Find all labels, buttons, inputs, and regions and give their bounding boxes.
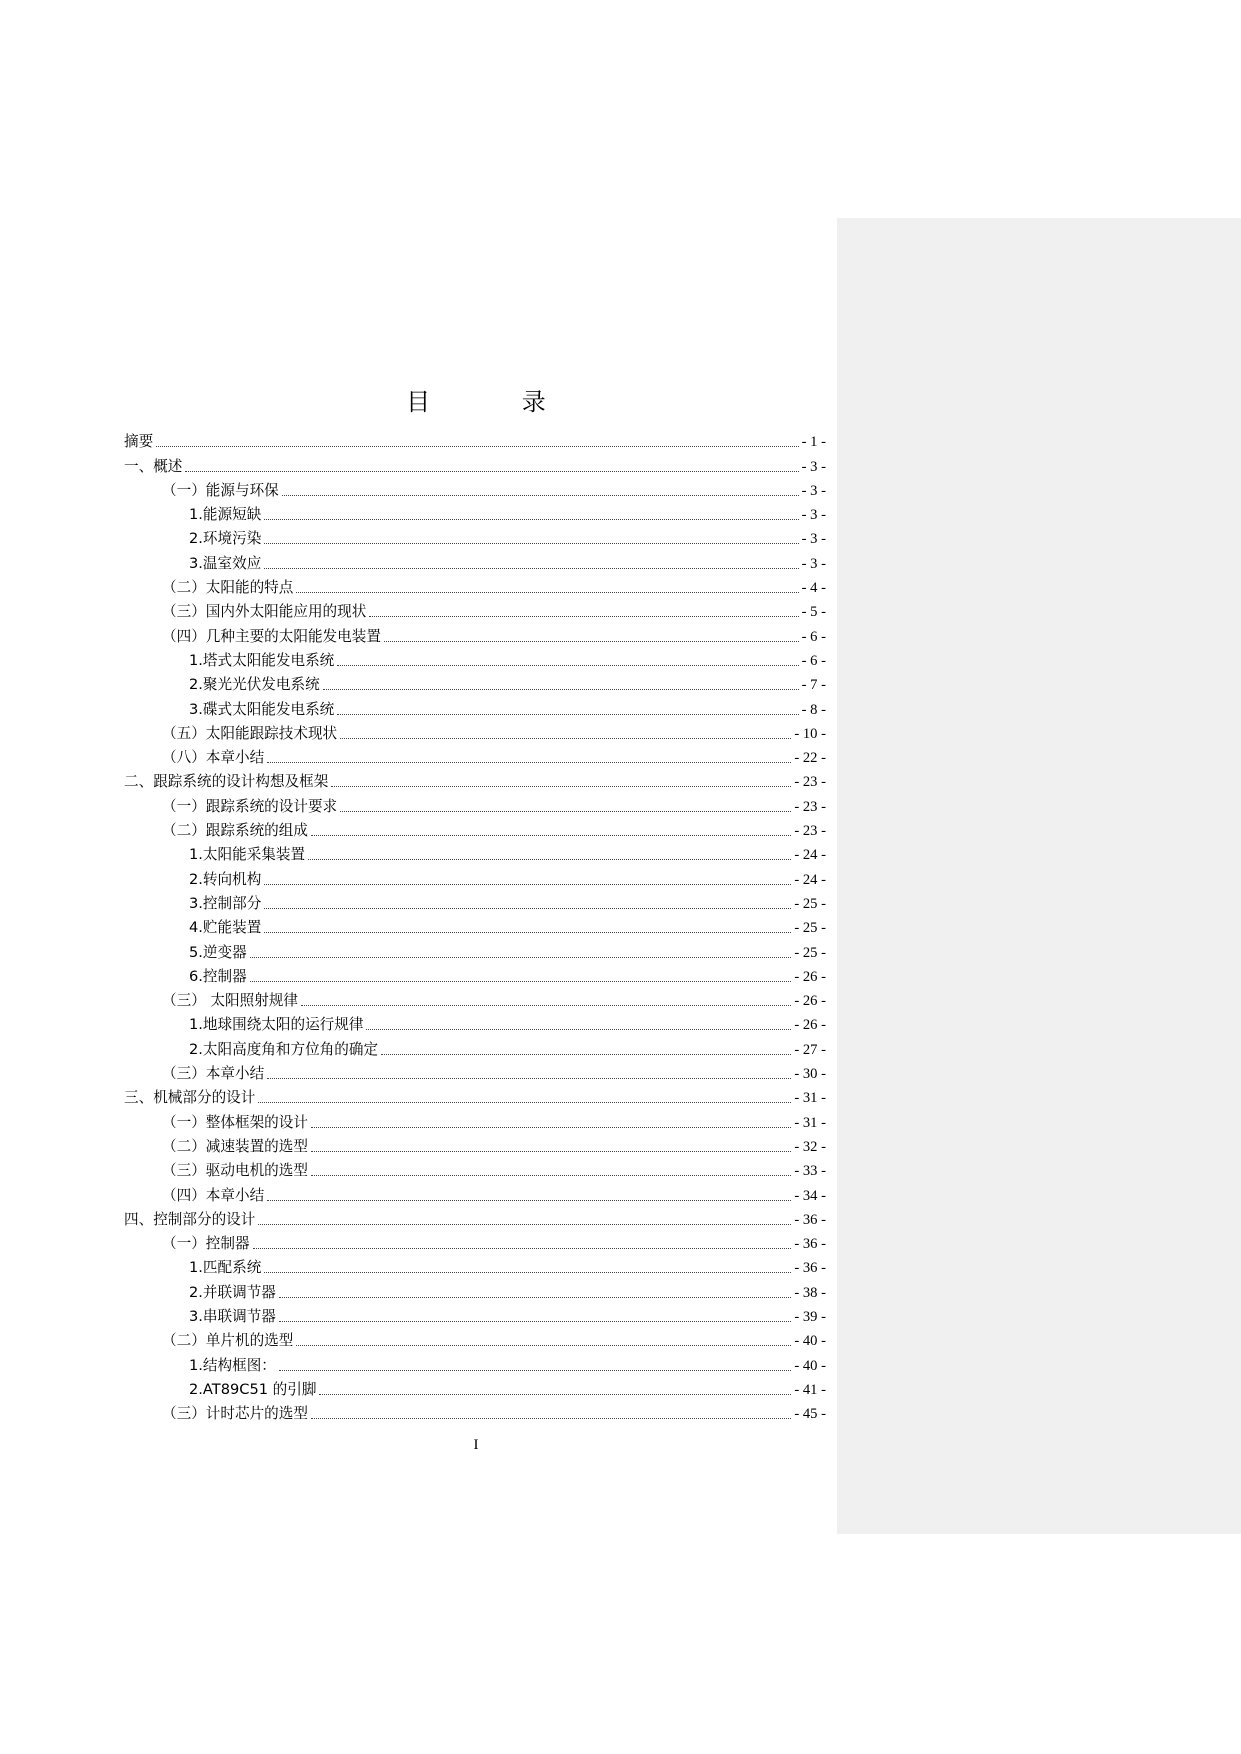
toc-entry[interactable] [124, 1229, 826, 1253]
toc-entry-label: （一）跟踪系统的设计要求 [162, 797, 338, 815]
toc-leader-dots [311, 835, 791, 836]
toc-entry-label: （二）减速装置的选型 [162, 1137, 308, 1155]
toc-entry-label: 3.控制部分 [189, 894, 262, 912]
toc-entry[interactable] [124, 646, 826, 670]
toc-entry-label: （一）整体框架的设计 [162, 1113, 308, 1131]
toc-leader-dots [366, 1029, 791, 1030]
toc-entry[interactable] [124, 816, 826, 840]
toc-entry-page: - 40 - [794, 1333, 826, 1350]
toc-leader-dots [250, 957, 792, 958]
toc-leader-dots [258, 1102, 791, 1103]
toc-entry-page: - 33 - [794, 1163, 826, 1180]
toc-entry[interactable] [124, 573, 826, 597]
toc-entry-page: - 3 - [801, 482, 826, 499]
toc-leader-dots [267, 1200, 791, 1201]
toc-entry-label: 3.串联调节器 [189, 1307, 276, 1325]
toc-entry-page: - 8 - [801, 701, 826, 718]
toc-entry-label: 1.太阳能采集装置 [189, 846, 306, 864]
toc-entry-label: 3.温室效应 [189, 554, 262, 572]
toc-leader-dots [264, 568, 798, 569]
toc-entry[interactable] [124, 1205, 826, 1229]
toc-entry[interactable] [124, 840, 826, 864]
toc-entry-label: （八）本章小结 [162, 749, 265, 767]
toc-entry-page: - 30 - [794, 1066, 826, 1083]
toc-entry[interactable] [124, 986, 826, 1010]
toc-entry-page: - 5 - [801, 604, 826, 621]
toc-entry[interactable] [124, 767, 826, 791]
toc-entry-page: - 23 - [794, 798, 826, 815]
toc-entry-page: - 24 - [794, 847, 826, 864]
toc-entry[interactable] [124, 427, 826, 451]
toc-entry[interactable] [124, 1180, 826, 1204]
toc-entry-label: 摘要 [124, 433, 154, 451]
toc-entry-label: 6.控制器 [189, 967, 247, 985]
toc-entry[interactable] [124, 962, 826, 986]
toc-leader-dots [264, 1272, 791, 1273]
toc-entry-label: （五）太阳能跟踪技术现状 [162, 724, 338, 742]
toc-entry[interactable] [124, 597, 826, 621]
toc-entry[interactable] [124, 1350, 826, 1374]
toc-entry[interactable] [124, 1156, 826, 1180]
toc-entry-page: - 39 - [794, 1308, 826, 1325]
toc-entry[interactable] [124, 1277, 826, 1301]
toc-leader-dots [267, 1078, 791, 1079]
toc-leader-dots [323, 689, 799, 690]
toc-entry-label: 5.逆变器 [189, 943, 247, 961]
toc-entry-page: - 25 - [794, 944, 826, 961]
toc-entry-page: - 7 - [801, 677, 826, 694]
toc-entry[interactable] [124, 1132, 826, 1156]
toc-leader-dots [264, 519, 798, 520]
toc-entry[interactable] [124, 1059, 826, 1083]
toc-entry-page: - 36 - [794, 1211, 826, 1228]
toc-entry[interactable] [124, 1302, 826, 1326]
table-of-contents [124, 427, 826, 1423]
toc-entry[interactable] [124, 1326, 826, 1350]
toc-entry-page: - 4 - [801, 580, 826, 597]
toc-leader-dots [267, 762, 791, 763]
toc-entry-page: - 31 - [794, 1114, 826, 1131]
toc-leader-dots [340, 738, 791, 739]
toc-leader-dots [264, 932, 791, 933]
toc-entry-page: - 40 - [794, 1357, 826, 1374]
toc-leader-dots [264, 884, 791, 885]
toc-entry-page: - 32 - [794, 1138, 826, 1155]
toc-leader-dots [185, 471, 798, 472]
toc-entry-page: - 3 - [801, 458, 826, 475]
toc-leader-dots [279, 1321, 791, 1322]
toc-entry[interactable] [124, 913, 826, 937]
toc-entry-label: （二）太阳能的特点 [162, 579, 294, 597]
toc-entry-label: 2.AT89C51 的引脚 [189, 1380, 317, 1398]
toc-entry[interactable] [124, 791, 826, 815]
toc-entry-label: （一）能源与环保 [162, 481, 279, 499]
toc-entry[interactable] [124, 1375, 826, 1399]
toc-leader-dots [384, 641, 799, 642]
toc-leader-dots [311, 1418, 791, 1419]
toc-leader-dots [296, 592, 798, 593]
toc-entry-page: - 25 - [794, 895, 826, 912]
toc-entry[interactable] [124, 743, 826, 767]
toc-entry-page: - 25 - [794, 920, 826, 937]
toc-leader-dots [253, 1248, 792, 1249]
toc-leader-dots [282, 495, 799, 496]
toc-entry-page: - 24 - [794, 871, 826, 888]
toc-leader-dots [311, 1151, 791, 1152]
toc-entry-page: - 38 - [794, 1284, 826, 1301]
toc-entry-label: 二、跟踪系统的设计构想及框架 [124, 773, 329, 791]
toc-entry-label: 三、机械部分的设计 [124, 1089, 256, 1107]
toc-entry-page: - 31 - [794, 1090, 826, 1107]
toc-entry-page: - 23 - [794, 823, 826, 840]
toc-entry-page: - 1 - [801, 434, 826, 451]
toc-entry-page: - 3 - [801, 507, 826, 524]
toc-entry[interactable] [124, 670, 826, 694]
toc-leader-dots [369, 616, 798, 617]
toc-entry-label: 2.转向机构 [189, 870, 262, 888]
toc-entry-page: - 41 - [794, 1381, 826, 1398]
toc-leader-dots [337, 665, 798, 666]
toc-entry-page: - 23 - [794, 774, 826, 791]
toc-entry[interactable] [124, 694, 826, 718]
toc-entry-label: 1.匹配系统 [189, 1259, 262, 1277]
toc-entry-label: 2.并联调节器 [189, 1283, 276, 1301]
toc-entry[interactable] [124, 1253, 826, 1277]
toc-entry[interactable] [124, 451, 826, 475]
toc-leader-dots [381, 1054, 791, 1055]
toc-entry-label: 2.太阳高度角和方位角的确定 [189, 1040, 379, 1058]
toc-entry[interactable] [124, 548, 826, 572]
toc-entry[interactable] [124, 476, 826, 500]
toc-entry-page: - 6 - [801, 652, 826, 669]
toc-entry-label: （四）本章小结 [162, 1186, 265, 1204]
toc-leader-dots [340, 811, 791, 812]
toc-entry-label: （三）计时芯片的选型 [162, 1405, 308, 1423]
toc-leader-dots [264, 908, 791, 909]
toc-entry-page: - 27 - [794, 1041, 826, 1058]
toc-entry[interactable] [124, 889, 826, 913]
toc-entry[interactable] [124, 1083, 826, 1107]
toc-entry-page: - 6 - [801, 628, 826, 645]
toc-entry[interactable] [124, 621, 826, 645]
toc-entry[interactable] [124, 864, 826, 888]
toc-leader-dots [250, 981, 792, 982]
toc-entry-label: （三） 太阳照射规律 [162, 992, 298, 1010]
toc-entry[interactable] [124, 500, 826, 524]
toc-entry-label: （三）国内外太阳能应用的现状 [162, 603, 367, 621]
toc-entry[interactable] [124, 524, 826, 548]
toc-entry-label: 4.贮能装置 [189, 919, 262, 937]
toc-entry[interactable] [124, 1107, 826, 1131]
toc-entry-label: 2.环境污染 [189, 530, 262, 548]
toc-entry-label: 2.聚光光伏发电系统 [189, 676, 320, 694]
toc-entry[interactable] [124, 1010, 826, 1034]
toc-entry-page: - 26 - [794, 968, 826, 985]
toc-entry[interactable] [124, 1399, 826, 1423]
toc-entry-page: - 36 - [794, 1236, 826, 1253]
toc-entry-page: - 10 - [794, 725, 826, 742]
toc-entry-page: - 34 - [794, 1187, 826, 1204]
page-number: I [473, 1437, 479, 1453]
toc-leader-dots [301, 1005, 791, 1006]
toc-entry-label: 一、概述 [124, 457, 183, 475]
toc-entry-label: 1.塔式太阳能发电系统 [189, 651, 335, 669]
toc-leader-dots [331, 786, 791, 787]
toc-entry-page: - 3 - [801, 531, 826, 548]
toc-leader-dots [258, 1224, 791, 1225]
toc-entry-page: - 26 - [794, 993, 826, 1010]
toc-entry-label: （二）单片机的选型 [162, 1332, 294, 1350]
toc-entry-page: - 22 - [794, 750, 826, 767]
toc-leader-dots [296, 1345, 791, 1346]
toc-entry-label: 1.能源短缺 [189, 506, 262, 524]
toc-entry-label: （四）几种主要的太阳能发电装置 [162, 627, 381, 645]
toc-entry-page: - 26 - [794, 1017, 826, 1034]
toc-entry-label: 1.结构框图： [189, 1356, 276, 1374]
toc-entry-page: - 36 - [794, 1260, 826, 1277]
toc-leader-dots [279, 1297, 791, 1298]
toc-leader-dots [279, 1370, 791, 1371]
toc-entry-label: 1.地球围绕太阳的运行规律 [189, 1016, 364, 1034]
toc-leader-dots [264, 543, 798, 544]
toc-leader-dots [308, 859, 791, 860]
toc-entry[interactable] [124, 719, 826, 743]
toc-entry-label: （一）控制器 [162, 1235, 250, 1253]
toc-entry-label: （三）驱动电机的选型 [162, 1162, 308, 1180]
toc-entry[interactable] [124, 1034, 826, 1058]
toc-entry-label: （三）本章小结 [162, 1065, 265, 1083]
toc-entry-page: - 3 - [801, 555, 826, 572]
toc-leader-dots [156, 446, 798, 447]
toc-entry-label: 四、控制部分的设计 [124, 1210, 256, 1228]
toc-leader-dots [311, 1175, 791, 1176]
toc-title: 目 录 [406, 388, 588, 416]
toc-entry-label: （二）跟踪系统的组成 [162, 822, 308, 840]
toc-leader-dots [311, 1127, 791, 1128]
toc-leader-dots [319, 1394, 791, 1395]
toc-entry-label: 3.碟式太阳能发电系统 [189, 700, 335, 718]
toc-entry-page: - 45 - [794, 1406, 826, 1423]
toc-entry[interactable] [124, 937, 826, 961]
toc-leader-dots [337, 714, 798, 715]
